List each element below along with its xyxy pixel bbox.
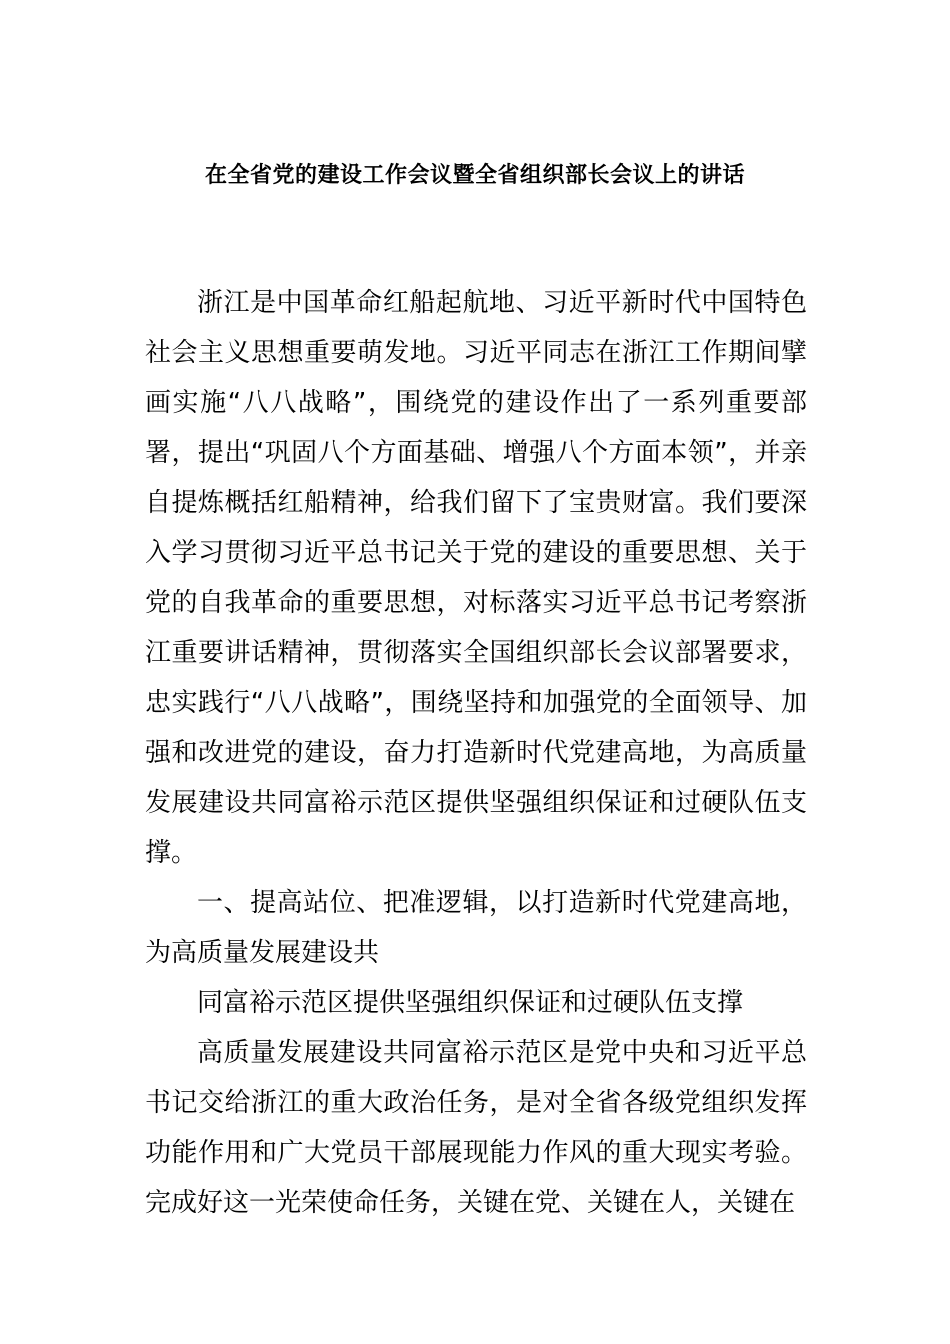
paragraph-intro: 浙江是中国革命红船起航地、习近平新时代中国特色社会主义思想重要萌发地。习近平同志在浙江工作期间擘画实施“八八战略”，围绕党的建设作出了一系列重要部署，提出“巩固八个方面基础、增强八个方面本领”，并亲自提炼概括红船精神，给我们留下了宝贵财富。我们要深入学习贯彻习近平总书记关于党的建设的重要思想、关于党的自我革命的重要思想，对标落实习近平总书记考察浙江重要讲话精神，贯彻落实全国组织部长会议部署要求，忠实践行“八八战略”，围绕坚持和加强党的全面领导、加强和改进党的建设，奋力打造新时代党建高地，为高质量发展建设共同富裕示范区提供坚强组织保证和过硬队伍支撑。: [145, 288, 807, 868]
document-title: 在全省党的建设工作会议暨全省组织部长会议上的讲话: [204, 163, 745, 188]
section-heading-1-continued: 同富裕示范区提供坚强组织保证和过硬队伍支撑: [197, 988, 744, 1018]
paragraph-section-1: 高质量发展建设共同富裕示范区是党中央和习近平总书记交给浙江的重大政治任务，是对全省各级党组织发挥功能作用和广大党员干部展现能力作风的重大现实考验。完成好这一光荣使命任务，关键在党、关键在人，关键在: [145, 1038, 807, 1218]
section-heading-1: 一、提高站位、把准逻辑，以打造新时代党建高地，为高质量发展建设共: [145, 888, 807, 968]
document-body: [145, 278, 807, 1228]
